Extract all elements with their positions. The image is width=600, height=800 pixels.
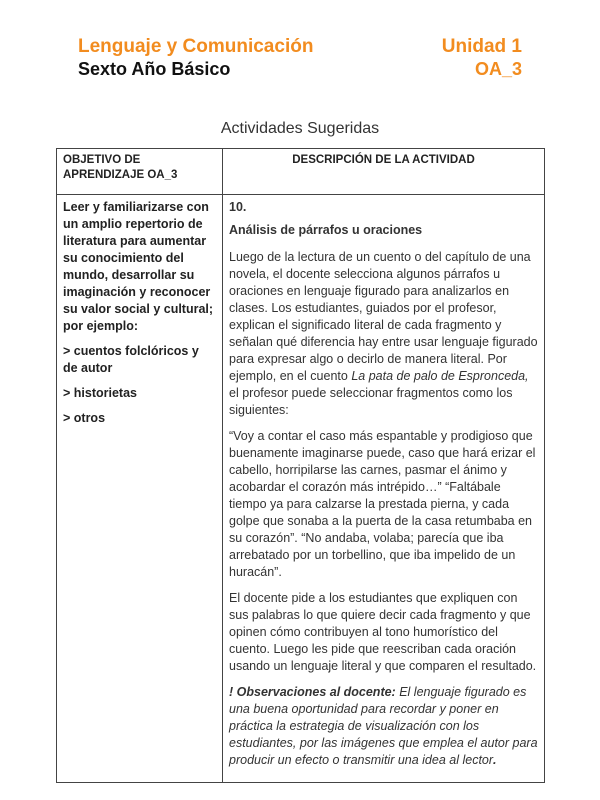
story-quote: “Voy a contar el caso más espantable y prodigioso que buenamente imaginarse puede, caso que hará erizar el cabello, horripilarse las carnes, pasmar el ánimo y acobardar el corazón más intrépido…” “Faltábale tiempo ya para calzarse la prestada pierna, y cada golpe que sonaba a la puerta de la casa retumbaba en su corazón”. “No andaba, volaba; parecía que iba arrebatado por un torbellino, que iba impelido de un huracán”. <box>229 429 536 579</box>
objective-cell <box>57 195 223 783</box>
oa-label: OA_3 <box>474 59 522 79</box>
activity-table <box>56 148 545 783</box>
activity-paragraph-2: El docente pide a los estudiantes que expliquen con sus palabras lo que quiere decir cada fragmento y que opinen cómo contribuyen al tono humorístico del cuento. Luego les pide que reescriban cada oración usando un lenguaje literal y que comparen el resultado. <box>229 591 537 673</box>
objective-text: Leer y familiarizarse con un amplio repertorio de literatura para aumentar su conocimiento del mundo, desarrollar su imaginación y reconocer su valor social y cultural; por ejemplo: <box>63 200 214 333</box>
teacher-note <box>229 684 538 769</box>
teacher-note-label: ! Observaciones al docente: <box>229 685 396 699</box>
paragraph-1-text: Luego de la lectura de un cuento o del capítulo de una novela, el docente selecciona algunos párrafos u oraciones en lenguaje figurado para analizarlos en clases. Los estudiantes, guiados por el profesor, explican el significado literal de cada fragmento y señalan qué diferencia hay entre usar lenguaje figurado para expresar algo o decirlo de manera literal. Por ejemplo, en el cuento <box>229 250 538 383</box>
page-header <box>78 36 522 80</box>
unit-label: Unidad 1 <box>441 36 522 57</box>
objective-item: > cuentos folclóricos y de autor <box>63 344 199 375</box>
subject-title: Lenguaje y Comunicación <box>78 36 314 57</box>
objective-column-header: OBJETIVO DE APRENDIZAJE OA_3 <box>57 149 223 195</box>
teacher-note-end: . <box>493 753 497 767</box>
section-title: Actividades Sugeridas <box>220 120 380 137</box>
paragraph-1-end: el profesor puede seleccionar fragmentos como los siguientes: <box>229 386 513 417</box>
objective-item: > otros <box>63 411 106 425</box>
table-header-row <box>57 149 545 195</box>
activity-number: 10. <box>229 200 247 214</box>
description-cell <box>223 195 545 783</box>
description-column-header: DESCRIPCIÓN DE LA ACTIVIDAD <box>223 149 545 195</box>
header-row-2 <box>78 58 522 80</box>
objective-item: > historietas <box>63 386 137 400</box>
story-title: La pata de palo de Espronceda, <box>351 369 529 383</box>
activity-paragraph-1 <box>229 249 538 419</box>
teacher-note-text: El lenguaje figurado es una buena oportunidad para recordar y poner en práctica la estrategia de visualización con los estudiantes, por las imágenes que emplea el autor para producir un efecto o transmitir una idea al lector <box>229 685 538 767</box>
table-body-row <box>57 195 545 783</box>
activity-title: Análisis de párrafos u oraciones <box>229 223 423 237</box>
header-row-1 <box>78 36 522 58</box>
grade-label: Sexto Año Básico <box>78 59 231 79</box>
